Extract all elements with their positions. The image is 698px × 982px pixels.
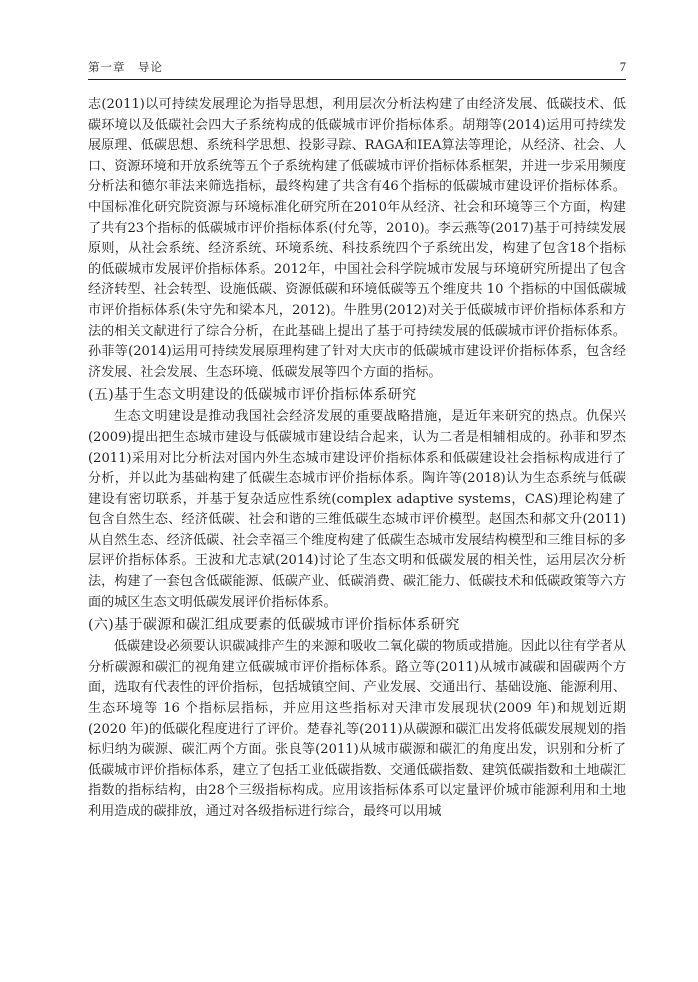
section-heading: (五)基于生态文明建设的低碳城市评价指标体系研究	[88, 387, 417, 404]
body-paragraph: 志(2011)以可持续发展理论为指导思想，利用层次分析法构建了由经济发展、低碳技术、低碳环境以及低碳社会四大子系统构成的低碳城市评价指标体系。胡翔等(2014)运用可持续发展原理、低碳思想、系统科学思想、投影寻踪、RAGA和IEA算法等理论，从经济、社会、人口、资源环境和开放系统等五个子系统构建了低碳城市评价指标体系框架，并进一步采用频度分析法和德尔菲法来筛选指标，最终构建了共含有46个指标的低碳城市建设评价指标体系。中国标准化研究院资源与环境标准化研究所在2010年从经济、社会和环境等三个方面，构建了共有23个指标的低碳城市评价指标体系(付允等，2010)。李云燕等(2017)基于可持续发展原则，从社会系统、经济系统、环境系统、科技系统四个子系统出发，构建了包含18个指标的低碳城市发展评价指标体系。2012年，中国社会科学院城市发展与环境研究所提出了包含经济转型、社会转型、设施低碳、资源低碳和环境低碳等五个维度共 10 个指标的中国低碳城市评价指标体系(朱守先和梁本凡，2012)。牛胜男(2012)对关于低碳城市评价指标体系和方法的相关文献进行了综合分析，在此基础上提出了基于可持续发展的低碳城市评价指标体系。孙菲等(2014)运用可持续发展原理构建了针对大庆市的低碳城市建设评价指标体系，包含经济发展、社会发展、生态环境、低碳发展等四个方面的指标。	[88, 97, 626, 380]
running-header	[88, 58, 626, 76]
section-heading: (六)基于碳源和碳汇组成要素的低碳城市评价指标体系研究	[88, 617, 460, 634]
body-paragraph: 低碳建设必须要认识碳减排产生的来源和吸收二氧化碳的物质或措施。因此以往有学者从分析碳源和碳汇的视角建立低碳城市评价指标体系。路立等(2011)从城市减碳和固碳两个方面，选取有代表性的评价指标，包括城镇空间、产业发展、交通出行、基础设施、能源利用、生态环境等 16 个指标层指标，并应用这些指标对天津市发展现状(2009 年)和规划近期(2020 年)的低碳化程度进行了评价。楚春礼等(2011)从碳源和碳汇出发将低碳发展规划的指标归纳为碳源、碳汇两个方面。张良等(2011)从城市碳源和碳汇的角度出发，识别和分析了低碳城市评价指标体系，建立了包括工业低碳指数、交通低碳指数、建筑低碳指数和土地碳汇指数的指标结构，由28个三级指标构成。应用该指标体系可以定量评价城市能源利用和土地利用造成的碳排放，通过对各级指标进行综合，最终可以用城	[88, 639, 626, 819]
page-body	[88, 95, 626, 823]
chapter-title: 第一章 导论	[88, 60, 163, 74]
page-number: 7	[619, 60, 626, 74]
body-paragraph: 生态文明建设是推动我国社会经济发展的重要战略措施，是近年来研究的热点。仇保兴(2009)提出把生态城市建设与低碳城市建设结合起来，认为二者是相辅相成的。孙菲和罗杰(2011)采用对比分析法对国内外生态城市建设评价指标体系和低碳建设社会指标构成进行了分析，并以此为基础构建了低碳生态城市评价指标体系。陶许等(2018)认为生态系统与低碳建设有密切联系，并基于复杂适应性系统(complex adaptive systems，CAS)理论构建了包含自然生态、经济低碳、社会和谐的三维低碳生态城市评价模型。赵国杰和郝文升(2011)从自然生态、经济低碳、社会幸福三个维度构建了低碳生态城市发展结构模型和三维目标的多层评价指标体系。王波和尤志斌(2014)讨论了生态文明和低碳发展的相关性，运用层次分析法，构建了一套包含低碳能源、低碳产业、低碳消费、碳汇能力、低碳技术和低碳政策等六方面的城区生态文明低碳发展评价指标体系。	[88, 409, 626, 610]
header-rule	[88, 79, 626, 80]
